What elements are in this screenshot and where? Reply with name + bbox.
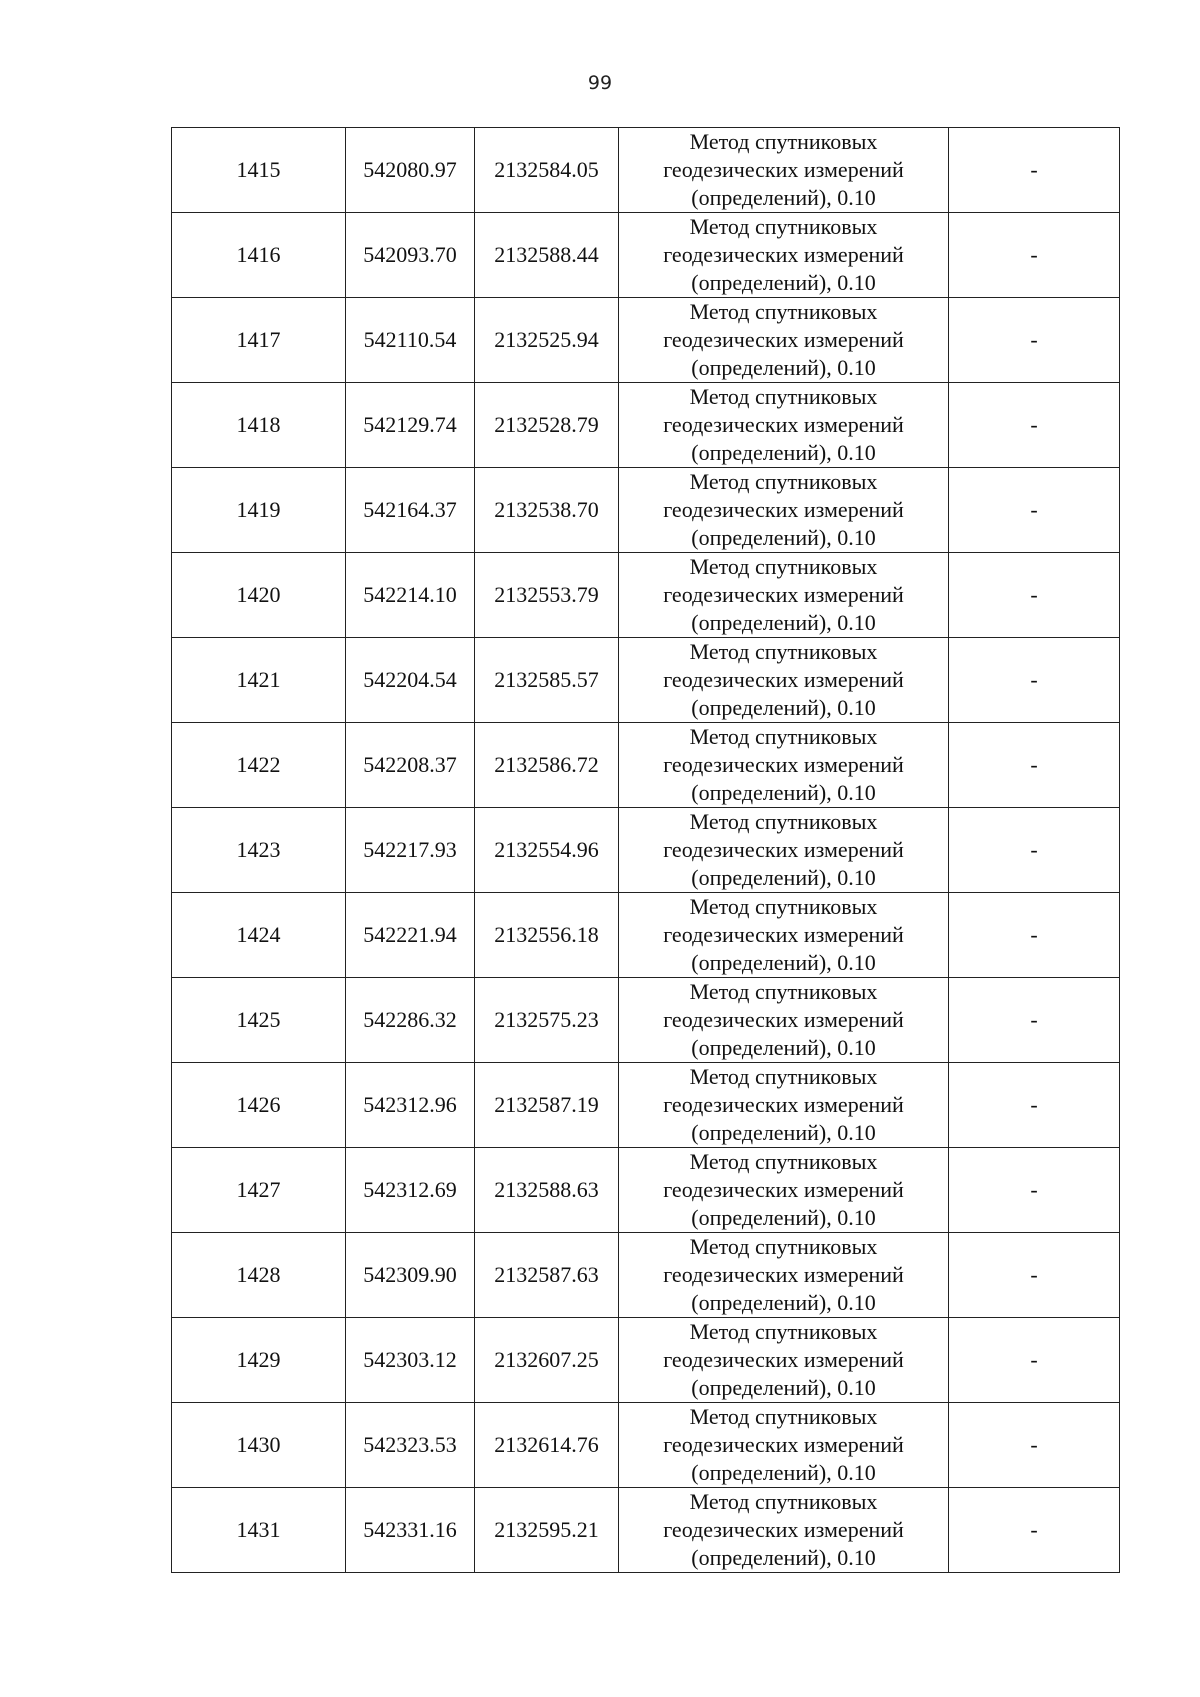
table-row [172,808,1120,893]
x-coordinate-cell: 542164.37 [346,468,475,553]
y-coordinate-cell: 2132525.94 [475,298,619,383]
y-coordinate-cell: 2132595.21 [475,1488,619,1573]
method-cell [619,1403,949,1488]
method-cell [619,978,949,1063]
method-text-line: (определений), 0.10 [691,1375,876,1400]
extra-info-cell: - [949,1148,1120,1233]
y-coordinate-cell: 2132588.63 [475,1148,619,1233]
point-number-cell: 1429 [172,1318,346,1403]
point-number-cell: 1425 [172,978,346,1063]
page-number: 99 [587,72,613,94]
table-row [172,298,1120,383]
point-number-cell: 1421 [172,638,346,723]
method-text-line: геодезических измерений [663,1347,904,1372]
x-coordinate-cell: 542204.54 [346,638,475,723]
method-text-line: (определений), 0.10 [691,780,876,805]
method-cell [619,468,949,553]
y-coordinate-cell: 2132587.19 [475,1063,619,1148]
extra-info-cell: - [949,1403,1120,1488]
method-text-line: (определений), 0.10 [691,950,876,975]
method-cell [619,213,949,298]
table-row [172,383,1120,468]
x-coordinate-cell: 542323.53 [346,1403,475,1488]
method-cell [619,1148,949,1233]
method-cell [619,808,949,893]
y-coordinate-cell: 2132587.63 [475,1233,619,1318]
y-coordinate-cell: 2132585.57 [475,638,619,723]
y-coordinate-cell: 2132538.70 [475,468,619,553]
method-text-line: (определений), 0.10 [691,525,876,550]
point-number-cell: 1417 [172,298,346,383]
x-coordinate-cell: 542303.12 [346,1318,475,1403]
x-coordinate-cell: 542331.16 [346,1488,475,1573]
extra-info-cell: - [949,383,1120,468]
method-text-line: Метод спутниковых [689,639,878,664]
extra-info-cell: - [949,1233,1120,1318]
x-coordinate-cell: 542093.70 [346,213,475,298]
method-text-line: геодезических измерений [663,1432,904,1457]
extra-info-cell: - [949,553,1120,638]
table-row [172,1233,1120,1318]
method-text-line: (определений), 0.10 [691,1545,876,1570]
y-coordinate-cell: 2132528.79 [475,383,619,468]
method-text-line: геодезических измерений [663,497,904,522]
table-row [172,128,1120,213]
point-number-cell: 1419 [172,468,346,553]
method-text-line: геодезических измерений [663,752,904,777]
method-cell [619,1063,949,1148]
table-row [172,723,1120,808]
table-row [172,1318,1120,1403]
x-coordinate-cell: 542286.32 [346,978,475,1063]
extra-info-cell: - [949,638,1120,723]
method-cell [619,1318,949,1403]
y-coordinate-cell: 2132575.23 [475,978,619,1063]
method-text-line: геодезических измерений [663,242,904,267]
method-text-line: Метод спутниковых [689,299,878,324]
extra-info-cell: - [949,1063,1120,1148]
y-coordinate-cell: 2132607.25 [475,1318,619,1403]
x-coordinate-cell: 542110.54 [346,298,475,383]
extra-info-cell: - [949,468,1120,553]
y-coordinate-cell: 2132614.76 [475,1403,619,1488]
method-cell [619,1233,949,1318]
point-number-cell: 1430 [172,1403,346,1488]
method-text-line: (определений), 0.10 [691,865,876,890]
method-text-line: геодезических измерений [663,1007,904,1032]
extra-info-cell: - [949,893,1120,978]
point-number-cell: 1426 [172,1063,346,1148]
method-text-line: Метод спутниковых [689,809,878,834]
method-text-line: геодезических измерений [663,1517,904,1542]
extra-info-cell: - [949,978,1120,1063]
point-number-cell: 1431 [172,1488,346,1573]
point-number-cell: 1420 [172,553,346,638]
y-coordinate-cell: 2132556.18 [475,893,619,978]
extra-info-cell: - [949,213,1120,298]
method-text-line: (определений), 0.10 [691,185,876,210]
point-number-cell: 1424 [172,893,346,978]
method-text-line: (определений), 0.10 [691,1460,876,1485]
table-row [172,1403,1120,1488]
table-row [172,893,1120,978]
x-coordinate-cell: 542312.69 [346,1148,475,1233]
method-text-line: геодезических измерений [663,582,904,607]
y-coordinate-cell: 2132553.79 [475,553,619,638]
method-text-line: Метод спутниковых [689,724,878,749]
method-text-line: геодезических измерений [663,1177,904,1202]
x-coordinate-cell: 542208.37 [346,723,475,808]
method-text-line: (определений), 0.10 [691,1035,876,1060]
method-cell [619,893,949,978]
method-text-line: геодезических измерений [663,667,904,692]
extra-info-cell: - [949,1488,1120,1573]
method-text-line: геодезических измерений [663,412,904,437]
method-cell [619,723,949,808]
table-row [172,1148,1120,1233]
method-text-line: (определений), 0.10 [691,1120,876,1145]
y-coordinate-cell: 2132554.96 [475,808,619,893]
method-text-line: (определений), 0.10 [691,355,876,380]
point-number-cell: 1416 [172,213,346,298]
x-coordinate-cell: 542312.96 [346,1063,475,1148]
method-text-line: Метод спутниковых [689,1149,878,1174]
point-number-cell: 1418 [172,383,346,468]
method-text-line: (определений), 0.10 [691,1205,876,1230]
method-text-line: (определений), 0.10 [691,695,876,720]
method-text-line: Метод спутниковых [689,979,878,1004]
x-coordinate-cell: 542080.97 [346,128,475,213]
method-cell [619,128,949,213]
x-coordinate-cell: 542214.10 [346,553,475,638]
x-coordinate-cell: 542129.74 [346,383,475,468]
extra-info-cell: - [949,298,1120,383]
x-coordinate-cell: 542221.94 [346,893,475,978]
method-text-line: Метод спутниковых [689,554,878,579]
table-body [172,128,1120,1573]
x-coordinate-cell: 542217.93 [346,808,475,893]
method-text-line: геодезических измерений [663,1262,904,1287]
method-text-line: Метод спутниковых [689,469,878,494]
method-text-line: Метод спутниковых [689,1064,878,1089]
method-text-line: Метод спутниковых [689,384,878,409]
method-text-line: геодезических измерений [663,1092,904,1117]
method-text-line: геодезических измерений [663,837,904,862]
point-number-cell: 1428 [172,1233,346,1318]
extra-info-cell: - [949,128,1120,213]
method-text-line: (определений), 0.10 [691,440,876,465]
method-text-line: Метод спутниковых [689,1319,878,1344]
method-cell [619,298,949,383]
y-coordinate-cell: 2132584.05 [475,128,619,213]
table-row [172,213,1120,298]
method-text-line: (определений), 0.10 [691,1290,876,1315]
table-row [172,638,1120,723]
table-row [172,553,1120,638]
point-number-cell: 1423 [172,808,346,893]
point-number-cell: 1427 [172,1148,346,1233]
method-text-line: Метод спутниковых [689,214,878,239]
method-text-line: Метод спутниковых [689,894,878,919]
point-number-cell: 1415 [172,128,346,213]
table-row [172,1063,1120,1148]
method-text-line: (определений), 0.10 [691,610,876,635]
table-row [172,1488,1120,1573]
method-text-line: геодезических измерений [663,157,904,182]
method-cell [619,553,949,638]
method-cell [619,1488,949,1573]
extra-info-cell: - [949,723,1120,808]
method-cell [619,383,949,468]
table-row [172,468,1120,553]
method-text-line: Метод спутниковых [689,1489,878,1514]
method-text-line: Метод спутниковых [689,129,878,154]
y-coordinate-cell: 2132588.44 [475,213,619,298]
x-coordinate-cell: 542309.90 [346,1233,475,1318]
method-cell [619,638,949,723]
method-text-line: Метод спутниковых [689,1234,878,1259]
method-text-line: геодезических измерений [663,922,904,947]
table-row [172,978,1120,1063]
coordinates-table [171,127,1120,1573]
method-text-line: (определений), 0.10 [691,270,876,295]
method-text-line: геодезических измерений [663,327,904,352]
method-text-line: Метод спутниковых [689,1404,878,1429]
y-coordinate-cell: 2132586.72 [475,723,619,808]
point-number-cell: 1422 [172,723,346,808]
extra-info-cell: - [949,808,1120,893]
extra-info-cell: - [949,1318,1120,1403]
